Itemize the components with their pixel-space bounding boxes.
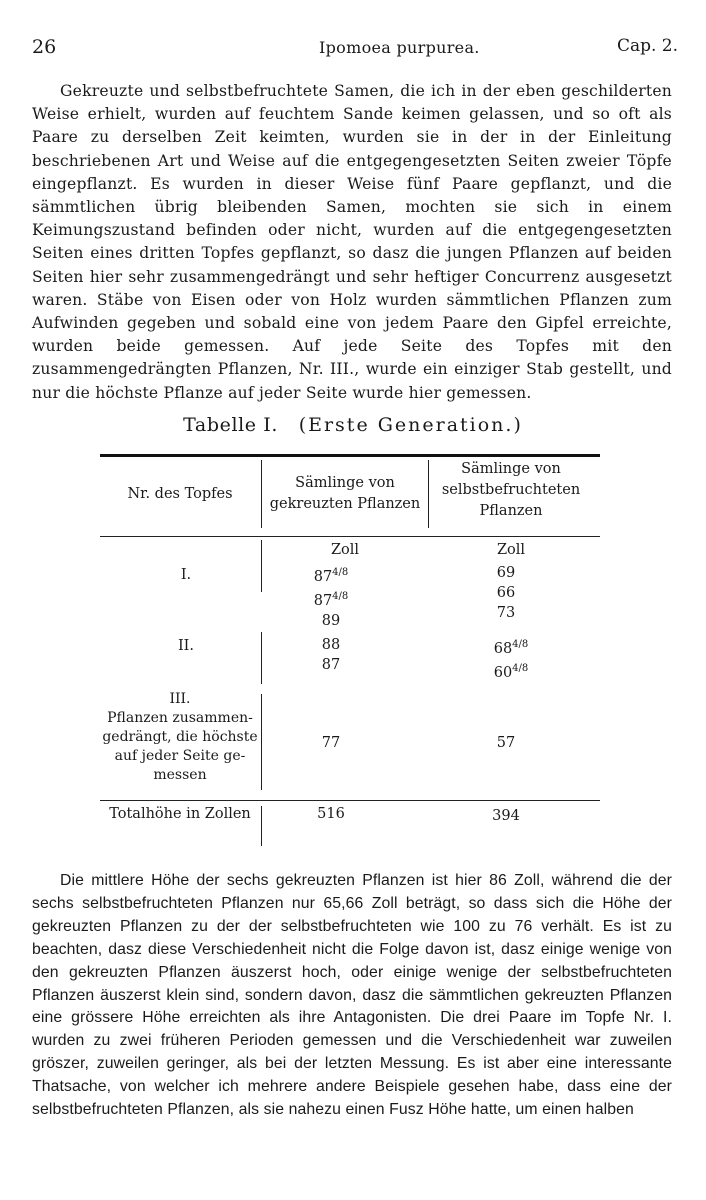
total-crossed: 516 bbox=[317, 806, 345, 822]
table-caption-subtitle: (Erste Generation.) bbox=[298, 414, 523, 436]
pot-label-line: messen bbox=[153, 767, 207, 783]
table-cell: $87^{4/8}$ bbox=[313, 591, 349, 609]
pot-label-line: gedrängt, die höchste bbox=[102, 729, 258, 745]
pot-label bbox=[100, 690, 260, 785]
paragraph-2: Die mittlere Höhe der sechs gekreuzten Pflanzen ist hier 86 Zoll, während die der sechs selbstbefruchteten Pflanzen nur 65,66 Zoll beträgt, so dass sich die Höhe der gekreuzten Pflanzen zu der der selbstbefruchteten wie 100 zu 76 verhält. Es ist zu beachten, dasz diese Verschiedenheit nicht die Folge davon ist, dasz einige wenige von den gekreuzten Pflanzen äuszerst hoch, oder einige wenige der selbstbefruchteten Pflanzen äuszerst klein sind, sondern davon, dasz die sämmtlichen gekreuzten Pflanzen eine grössere Höhe erreichten als ihre Antagonisten. Die drei Paare im Topfe Nr. I. wurden zu zwei früheren Perioden gemessen und die Verschiedenheit war zuweilen gröszer, zuweilen geringer, als bei der letzten Messung. Es ist aber eine interessante Thatsache, von welcher ich mehrere andere Beispiele gesehen habe, dass eine der selbstbefruchteten Pflanzen, als sie nahezu einen Fusz Höhe hatte, um einen halben bbox=[32, 872, 672, 1119]
table-cell: $87^{4/8}$ bbox=[313, 567, 349, 585]
crossed-values bbox=[276, 635, 386, 675]
table-cell: 87 bbox=[321, 657, 341, 673]
total-label: Totalhöhe in Zollen bbox=[109, 806, 251, 822]
pot-label-line: Pflanzen zusammen- bbox=[107, 710, 253, 726]
table-total-rule bbox=[100, 800, 600, 801]
table-cell: 69 bbox=[496, 565, 516, 581]
pot-label: II. bbox=[177, 638, 195, 654]
unit-label: Zoll bbox=[496, 542, 526, 558]
column-header-self: Sämlinge von selbstbefruchteten Pflanzen bbox=[441, 461, 581, 519]
column-header-pot: Nr. des Topfes bbox=[127, 486, 233, 502]
chapter-label: Cap. 2. bbox=[616, 36, 678, 56]
self-values bbox=[446, 635, 576, 683]
table-header-rule bbox=[100, 536, 600, 537]
paragraph-1: Gekreuzte und selbstbefruchtete Samen, die ich in der eben geschilderten Weise erhielt, wurden auf feuchtem Sande keimen gelassen, und so oft als Paare zu derselben Zeit keimten, wurden sie in der in der Einleitung beschriebenen Art und Weise auf die entgegengesetzten Seiten zweier Töpfe eingepflanzt. Es wurden in dieser Weise fünf Paare gepflanzt, und die sämmtlichen übrig bleibenden Samen, mochten sie sich in einem Keimungszustand befinden oder nicht, wurden auf die entgegengesetzten Seiten eines dritten Topfes gepflanzt, so dasz die jungen Pflanzen auf beiden Seiten hier sehr zusammengedrängt und sehr heftiger Concurrenz ausgesetzt waren. Stäbe von Eisen oder von Holz wurden sämmtlichen Pflanzen zum Aufwinden gegeben und sobald eine von jedem Paare den Gipfel erreichte, wurden beide gemessen. Auf jede Seite des Topfes mit den zusammengedrängten Pflanzen, Nr. III., wurde ein einziger Stab gestellt, und nur die höchste Pflanze auf jeder Seite wurde hier gemessen. bbox=[32, 82, 672, 402]
total-self: 394 bbox=[492, 808, 520, 824]
table-cell: 88 bbox=[321, 637, 341, 653]
table-cell: $68^{4/8}$ bbox=[493, 639, 529, 657]
pot-label-line: auf jeder Seite ge- bbox=[114, 748, 246, 764]
table-cell: 66 bbox=[496, 585, 516, 601]
page-header bbox=[32, 36, 678, 62]
table-vline bbox=[261, 460, 262, 528]
table-cell: 73 bbox=[496, 605, 516, 621]
table-vline bbox=[428, 460, 429, 528]
running-title: Ipomoea purpurea. bbox=[319, 38, 480, 57]
table-cell: 77 bbox=[321, 735, 341, 751]
table-vline bbox=[261, 806, 262, 846]
unit-label: Zoll bbox=[330, 542, 360, 558]
table-cell: 57 bbox=[496, 735, 516, 751]
crossed-values bbox=[276, 563, 386, 631]
self-values bbox=[446, 563, 566, 623]
table-cell: 89 bbox=[321, 613, 341, 629]
table-top-rule bbox=[100, 454, 600, 457]
pot-label: I. bbox=[180, 567, 192, 583]
table-cell: $60^{4/8}$ bbox=[493, 663, 529, 681]
table-vline bbox=[261, 694, 262, 790]
table-caption-title: Tabelle I. bbox=[183, 414, 279, 436]
page-number: 26 bbox=[32, 36, 57, 58]
pot-label-line: III. bbox=[169, 691, 191, 707]
table-caption bbox=[0, 414, 706, 436]
column-header-crossed: Sämlinge von gekreuzten Pflanzen bbox=[269, 475, 421, 512]
